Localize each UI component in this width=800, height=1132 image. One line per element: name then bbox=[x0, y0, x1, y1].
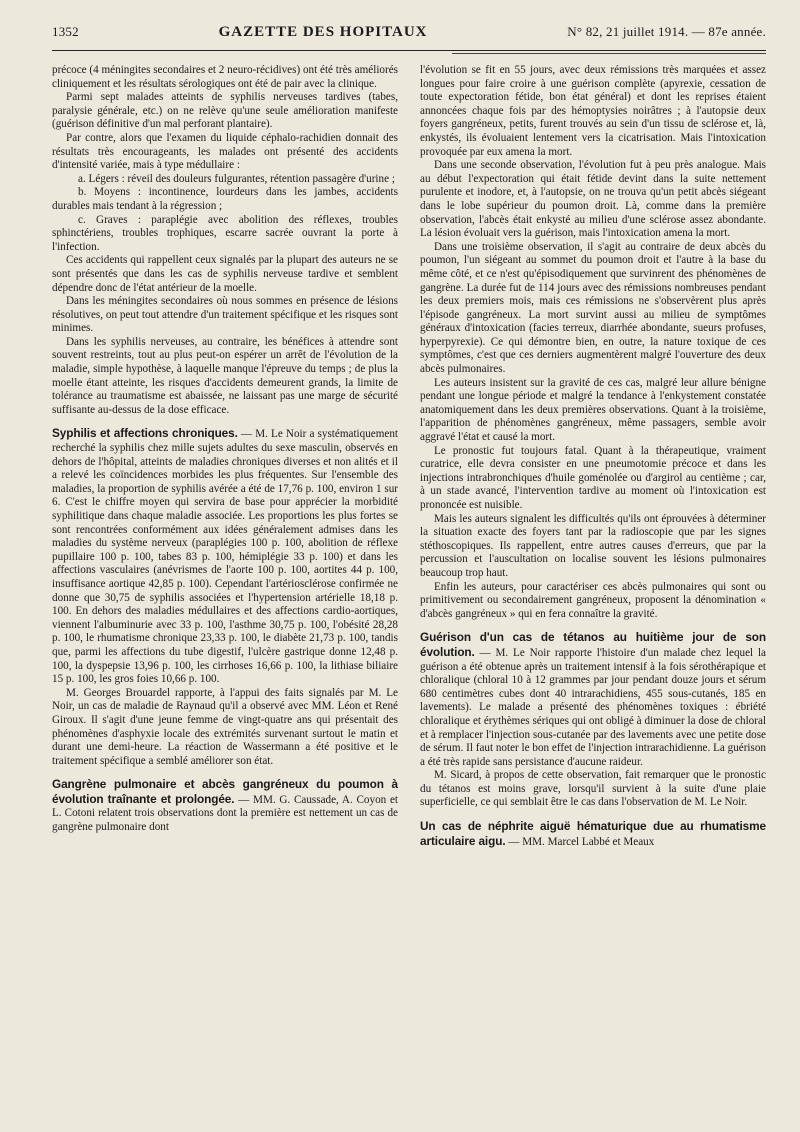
paragraph: Les auteurs insistent sur la gravité de ces cas, malgré leur allure bénigne pendant une longue période et malgré la tendance à l'enkystement constatée anatomiquement dans les deux premières observations. Quant à la troisième, l'apparition de phénomènes gangréneux, même passagers, semble avoir aggravé l'état et causé la mort. bbox=[420, 376, 766, 444]
header-rule bbox=[52, 50, 766, 51]
right-column bbox=[420, 64, 766, 849]
paragraph: l'évolution se fit en 55 jours, avec deux rémissions très marquées et assez longues pour faire croire à une guérison complète (apyrexie, cessation de toute expectoration fétide, bon état général) et dont les reprises étaient annoncées chaque fois par des hémoptysies noirâtres ; à l'autopsie deux foyers gangréneux, petits, furent trouvés au sein d'un tissu de sclérose et, là, enkystés, ils évoluaient lentement vers la cicatrisation. Mais l'intoxication provoquée par eux amena la mort. bbox=[420, 64, 766, 158]
paragraph: Dans les méningites secondaires où nous sommes en présence de lésions résolutives, on peut tout attendre d'un traitement spécifique et les risques sont minimes. bbox=[52, 295, 398, 335]
list-item: b. Moyens : incontinence, lourdeurs dans les jambes, accidents durables mais tendant à la régression ; bbox=[52, 186, 398, 212]
section-text: — MM. Marcel Labbé et Meaux bbox=[505, 835, 655, 848]
section-gangrene bbox=[52, 778, 398, 834]
left-column bbox=[52, 64, 398, 849]
paragraph: Mais les auteurs signalent les difficultés qu'ils ont éprouvées à déterminer la situation exacte des foyers tant par la radioscopie que par les signes stéthoscopiques. Ils rappellent, entre autres causes d'erreurs, que par la percussion et l'auscultation on localise souvent les lésions pulmonaires beaucoup trop haut. bbox=[420, 512, 766, 579]
issue-info: N° 82, 21 juillet 1914. — 87e année. bbox=[567, 24, 766, 39]
page-number: 1352 bbox=[52, 24, 79, 39]
paragraph: Par contre, alors que l'examen du liquide céphalo-rachidien donnait des résultats très encourageants, les malades ont présenté des accidents d'intensité variée, mais à type médullaire : bbox=[52, 131, 398, 172]
paragraph: Ces accidents qui rappellent ceux signalés par la plupart des auteurs ne se sont présentés que dans les cas de syphilis nerveuse tardive et semblent dépendre donc de l'état antérieur de la moelle. bbox=[52, 254, 398, 294]
section-text: — M. Le Noir rapporte l'histoire d'un malade chez lequel la guérison a été obtenue après un traitement intensif à la fois sérothérapique et chloralique (chloral 10 à 12 grammes par jour pendant douze jours et sérum 680 centimètres cubes dont 40 intrarachidiens, 455 sous-cutanés, 185 en lavements). Le malade a présenté des phénomènes toxiques : ébriété chloralique et érythèmes sériques qui ont obligé à diminuer la dose de chloral et à remplacer l'injection sous-cutanée par des lavements avec une petite dose de sérum. Il faut noter le bon effet de l'injection intrarachidienne. La guérison a été très rapide sans persistance d'aucune raideur. bbox=[420, 646, 766, 768]
paragraph: M. Georges Brouardel rapporte, à l'appui des faits signalés par M. Le Noir, un cas de maladie de Raynaud qu'il a observé avec MM. Léon et René Giroux. Il s'agit d'une jeune femme de vingt-quatre ans qui présentait des phénomènes d'asphyxie locale des extrémités survenant surtout le matin et durant une demi-heure. La réaction de Wassermann a été positive et le traitement spécifique a semblé améliorer son état. bbox=[52, 686, 398, 767]
text-columns bbox=[52, 64, 766, 849]
section-heading: Syphilis et affections chroniques. bbox=[52, 426, 238, 441]
header-rule-secondary bbox=[452, 53, 766, 54]
section-nephrite bbox=[420, 820, 766, 849]
paragraph: M. Sicard, à propos de cette observation, fait remarquer que le pronostic du tétanos est moins grave, lorsqu'il survient à la suite d'une plaie superficielle, ce qui semblait être le cas dans l'observation de M. Le Noir. bbox=[420, 769, 766, 809]
paragraph: Le pronostic fut toujours fatal. Quant à la thérapeutique, vraiment curatrice, elle devra consister en une pneumotomie précoce et dans les injections intrabronchiques d'huile goménolée ou d'argirol au centième ; car, à un stade avancé, l'intervention tardive au moment où l'intoxication est prononcée est nuisible. bbox=[420, 444, 766, 511]
paragraph: Dans une seconde observation, l'évolution fut à peu près analogue. Mais au début l'expectoration qui était fétide devint dans la suite nettement purulente et inodore, et, à l'autopsie, on ne trouva qu'un petit abcès siégeant dans le lobe supérieur du poumon droit. Là, comme dans la première observation, l'abcès était enkysté au milieu d'une sclérose assez abondante. La lésion évoluait vers la guérison, mais l'intoxication amena la mort. bbox=[420, 159, 766, 240]
paragraph: Enfin les auteurs, pour caractériser ces abcès pulmonaires qui sont ou primitivement ou secondairement gangréneux, proposent la dénomination « d'abcès gangréneux » qui en fera connaître la gravité. bbox=[420, 580, 766, 620]
section-syphilis bbox=[52, 427, 398, 686]
section-heading: Gangrène pulmonaire et abcès gangréneux du poumon à évolution traînante et prolongée. bbox=[52, 777, 398, 806]
paragraph: précoce (4 méningites secondaires et 2 neuro-récidives) ont été très améliorés cliniquement et les résultats sérologiques ont été de pair avec la clinique. bbox=[52, 64, 398, 90]
paragraph: Dans une troisième observation, il s'agit au contraire de deux abcès du poumon, l'un siégeant au sommet du poumon droit et l'autre à la base du même côté, et ce n'est qu'épisodiquement que survinrent des phénomènes de gangrène. La durée fut de 114 jours avec des rémissions nombreuses pendant les deux premiers mois, mais ces rémissions ne s'observèrent plus après l'épisode gangréneux. La mort survint aussi au milieu de symptômes généraux d'intoxication (facies terreux, diarrhée abondante, sueurs profuses, hyperpyrexie). Ce qui démontre bien, en outre, la nature toxique de ces symptômes, c'est que ces derniers augmentèrent malgré l'ouverture des deux abcès pulmonaires. bbox=[420, 240, 766, 376]
section-heading: Un cas de néphrite aiguë hématurique due au rhumatisme articulaire aigu. bbox=[420, 819, 766, 848]
paragraph: Dans les syphilis nerveuses, au contraire, les bénéfices à attendre sont souvent restreints, tout au plus peut-on espérer un arrêt de l'évolution de la maladie, simple hypothèse, à laquelle manque l'épreuve du temps ; de plus la moelle étant atteinte, les risques d'accidents demeurent grands, la limite de tolérance au traumatisme est abaissée, ne laissant pas une marge de sécurité suffisante au-dessus de la dose efficace. bbox=[52, 335, 398, 416]
section-text: — MM. G. Caussade, A. Coyon et L. Cotoni relatent trois observations dont la première est nettement un cas de gangrène pulmonaire dont bbox=[52, 793, 398, 834]
paragraph: Parmi sept malades atteints de syphilis nerveuses tardives (tabes, paralysie générale, etc.) on ne relève qu'une seule amélioration manifeste (guérison définitive d'un mal perforant plantaire). bbox=[52, 91, 398, 131]
section-heading: Guérison d'un cas de tétanos au huitième jour de son évolution. bbox=[420, 630, 766, 659]
section-tetanos bbox=[420, 631, 766, 769]
section-text: — M. Le Noir a systématiquement recherché la syphilis chez mille sujets adultes du sexe masculin, observés en dehors de l'hôpital, atteints de maladies chroniques diverses et non alités et il a relevé les coïncidences morbides les plus fréquentes. Sur l'ensemble des maladies, la proportion de syphilis avérée a été de 17,76 p. 100, environ 1 sur 6. C'est le chiffre moyen qui servira de base pour apprécier la morbidité syphilitique dans chaque maladie associée. Les proportions les plus fortes se sont rencontrées conformément aux idées généralement admises dans les maladies du système nerveux (paraplégies 100 p. 100, abolition de réflexe pupillaire 100 p. 100, tabes 83 p. 100, hémiplégie 33 p. 100) et dans les affections vasculaires (anévrismes de l'aorte 100 p. 100, aortites 44 p. 100, insuffisance aortique 42,85 p. 100). Cependant l'artériosclérose confirmée ne donne que 30,75 de syphilis associées et l'hypertension artérielle 18,18 p. 100. En dehors des maladies médullaires et des affections cardio-aortiques, viennent l'albuminurie avec 33 p. 100, l'asthme 30,75 p. 100, l'obésité 28,28 p. 100, le rhumatisme chronique 23,33 p. 100, le diabète 21,73 p. 100, tandis que, parmi les affections du tube digestif, l'ulcère gastrique donne 12,48 p. 100, la dyspepsie 13,96 p. 100, les cirrhoses 16,66 p. 100, la lithiase biliaire 15 p. 100, les gros foies 10,66 p. 100. bbox=[52, 428, 399, 686]
page-header bbox=[52, 24, 766, 46]
list-item: a. Légers : réveil des douleurs fulgurantes, rétention passagère d'urine ; bbox=[78, 172, 395, 185]
list-item: c. Graves : paraplégie avec abolition des réflexes, troubles sphinctériens, troubles trophiques, escarre sacrée ouvrant la porte à l'infection. bbox=[52, 213, 398, 253]
journal-title: GAZETTE DES HOPITAUX bbox=[218, 24, 428, 40]
